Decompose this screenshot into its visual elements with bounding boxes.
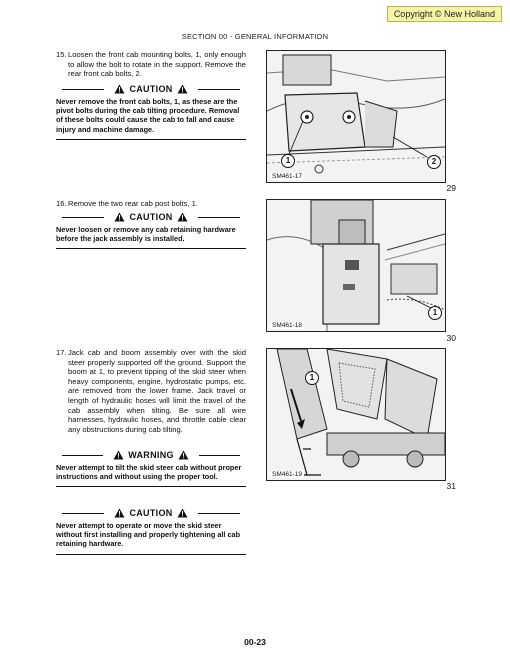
warning-triangle-icon — [177, 212, 188, 222]
warning-triangle-icon — [114, 508, 125, 518]
cab-tilt-illustration — [267, 349, 445, 480]
warning-triangle-icon — [178, 450, 189, 460]
divider — [198, 513, 240, 514]
step-text: Remove the two rear cab post bolts, 1. — [68, 199, 199, 208]
figure-code: SM461-17 — [272, 173, 302, 180]
alert-heading — [56, 84, 246, 94]
figure-code: SM461-19 — [272, 471, 302, 478]
alert-text: Never attempt to tilt the skid steer cab without proper instructions and without using the proper tool. — [56, 463, 242, 482]
alert-text: Never remove the front cab bolts, 1, as these are the pivot bolts during the cab tilting procedure. Removal of these bolts could cause the cab to fall and cause injury and machine damage. — [56, 97, 240, 134]
figure-number: 30 — [446, 333, 456, 343]
alert-label: CAUTION — [129, 212, 173, 222]
divider — [62, 217, 104, 218]
divider — [199, 455, 240, 456]
step-number: 17. — [56, 348, 67, 357]
step-17 — [56, 348, 246, 434]
copyright-badge: Copyright © New Holland — [387, 6, 502, 22]
alert-text: Never loosen or remove any cab retaining hardware before the jack assembly is installed. — [56, 225, 236, 244]
callout-2: 2 — [427, 155, 441, 169]
warning-triangle-icon — [113, 450, 124, 460]
step-number: 16. — [56, 199, 67, 208]
divider — [56, 554, 246, 555]
step-16 — [56, 199, 246, 209]
step-number: 15. — [56, 50, 67, 59]
divider — [198, 89, 240, 90]
warning-block — [56, 450, 246, 487]
caution-block — [56, 84, 246, 140]
alert-label: CAUTION — [129, 508, 173, 518]
page-number: 00-23 — [244, 637, 266, 647]
alert-heading — [56, 508, 246, 518]
section-header: SECTION 00 - GENERAL INFORMATION — [181, 32, 329, 41]
warning-triangle-icon — [177, 84, 188, 94]
divider — [56, 139, 246, 140]
warning-triangle-icon — [114, 212, 125, 222]
figure-rear-cab-post-bolts — [266, 199, 446, 332]
callout-1: 1 — [428, 306, 442, 320]
step-text: Loosen the front cab mounting bolts, 1, only enough to allow the bolt to rotate in the support. Remove the rear front cab bolts, 2. — [68, 50, 246, 79]
divider — [62, 89, 104, 90]
rear-post-illustration — [267, 200, 445, 331]
caution-block — [56, 508, 246, 555]
alert-heading — [56, 450, 246, 460]
divider — [56, 248, 246, 249]
warning-triangle-icon — [114, 84, 125, 94]
alert-text: Never attempt to operate or move the skid steer without first installing and properly tightening all cab retaining hardware. — [56, 521, 241, 549]
figure-number: 29 — [446, 183, 456, 193]
callout-1: 1 — [281, 154, 295, 168]
figure-number: 31 — [446, 481, 456, 491]
divider — [62, 513, 104, 514]
divider — [56, 486, 246, 487]
warning-triangle-icon — [177, 508, 188, 518]
alert-heading — [56, 212, 246, 222]
figure-cab-mounting-bolts — [266, 50, 446, 183]
step-15 — [56, 50, 246, 79]
divider — [62, 455, 103, 456]
figure-code: SM461-18 — [272, 322, 302, 329]
divider — [198, 217, 240, 218]
figure-cab-tilt-support — [266, 348, 446, 481]
step-text: Jack cab and boom assembly over with the skid steer properly supported off the ground. Support the boom at 1, to prevent tipping of the skid steer when heavy components, engine, hydrostatic pumps, etc. are removed from the lower frame. Jack travel or length of hydraulic hoses will limit the travel of the cab assembly when tilting. Be sure all wire harnesses, hydraulic hoses, and throttle cable clear any obstructions during cab tilting. — [68, 348, 246, 434]
alert-label: WARNING — [128, 450, 174, 460]
callout-1: 1 — [305, 371, 319, 385]
caution-block — [56, 212, 246, 249]
alert-label: CAUTION — [129, 84, 173, 94]
